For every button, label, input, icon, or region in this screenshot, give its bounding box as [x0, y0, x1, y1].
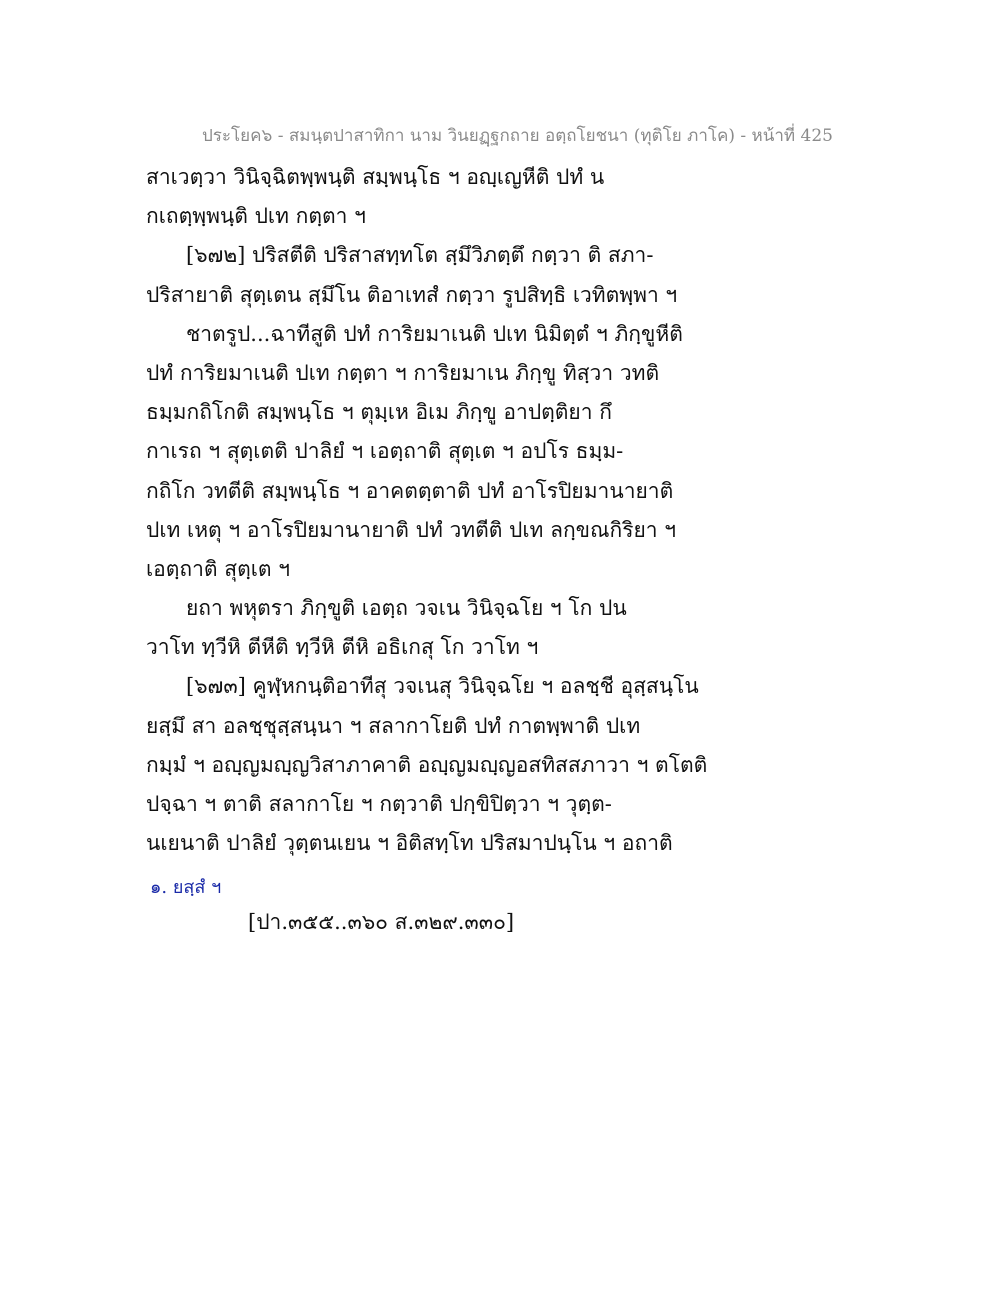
- text-line: วาโท ทฺวีหิ ตีหีติ ทฺวีหิ ตีหิ อธิเกสุ โก วาโท ฯ: [146, 635, 539, 660]
- text-line: กมฺมํ ฯ อญฺญมญฺญวิสาภาคาติ อญฺญมญฺญอสทิสสภาวา ฯ ตโตติ: [146, 752, 708, 777]
- text-line: ยถา พหุตรา ภิกฺขูติ เอตฺถ วจเน วินิจฺฉโย ฯ โก ปน: [186, 596, 627, 621]
- text-line: เอตฺถาติ สุตฺเต ฯ: [146, 556, 290, 581]
- body-text: [146, 158, 708, 863]
- text-line: นเยนาติ ปาลิยํ วุตฺตนเยน ฯ อิติสทฺโท ปริสมาปนฺโน ฯ อถาติ: [146, 831, 673, 856]
- text-line: ปเท เหตุ ฯ อาโรปิยมานายาติ ปทํ วทตีติ ปเท ลกฺขณกิริยา ฯ: [146, 517, 677, 542]
- text-line: ยสฺมึ สา อลชฺชุสฺสนฺนา ฯ สลากาโยติ ปทํ กาตพฺพาติ ปเท: [146, 713, 641, 738]
- running-header: ประโยค๖ - สมนฺตปาสาทิกา นาม วินยฏฺฐกถาย อตฺถโยชนา (ทุติโย ภาโค) - หน้าที่ 425: [202, 126, 833, 146]
- text-line: สาเวตฺวา วินิจฺฉิตพฺพนฺติ สมฺพนฺโธ ฯ อญฺเญหีติ ปทํ น: [146, 165, 605, 189]
- text-line: [๖๗๒] ปริสตีติ ปริสาสทฺทโต สฺมึวิภตฺตึ กตฺวา ติ สภา-: [186, 243, 654, 268]
- text-line: [๖๗๓] คูฬฺหกนฺติอาทีสุ วจเนสุ วินิจฺฉโย ฯ อลชฺชี อุสฺสนฺโน: [186, 674, 699, 699]
- text-line: ชาตรูป...ฉาทีสูติ ปทํ การิยมาเนติ ปเท นิมิตฺตํ ฯ ภิกฺขูหีติ: [186, 321, 683, 346]
- footnote: ๑. ยสฺสํ ฯ: [150, 877, 222, 898]
- page-reference: [ปา.๓๕๕..๓๖๐ ส.๓๒๙.๓๓๐]: [248, 910, 515, 934]
- text-line: ปทํ การิยมาเนติ ปเท กตฺตา ฯ การิยมาเน ภิกฺขู ทิสฺวา วทติ: [146, 360, 660, 385]
- text-line: ปจฺฉา ฯ ตาติ สลากาโย ฯ กตฺวาติ ปกฺขิปิตฺวา ฯ วุตฺต-: [146, 792, 612, 816]
- text-line: กเถตฺพฺพนฺติ ปเท กตฺตา ฯ: [146, 204, 366, 229]
- text-line: ปริสายาติ สุตฺเตน สฺมึโน ติอาเทสํ กตฺวา รูปสิทฺธิ เวทิตพฺพา ฯ: [146, 282, 678, 307]
- text-line: กถิโก วทตีติ สมฺพนฺโธ ฯ อาคตตฺตาติ ปทํ อาโรปิยมานายาติ: [146, 478, 674, 503]
- text-line: กาเรถ ฯ สุตฺเตติ ปาลิยํ ฯ เอตฺถาติ สุตฺเต ฯ อปโร ธมฺม-: [146, 439, 624, 464]
- text-line: ธมฺมกถิโกติ สมฺพนฺโธ ฯ ตุมฺเห อิเม ภิกฺขู อาปตฺติยา กึ: [146, 400, 612, 425]
